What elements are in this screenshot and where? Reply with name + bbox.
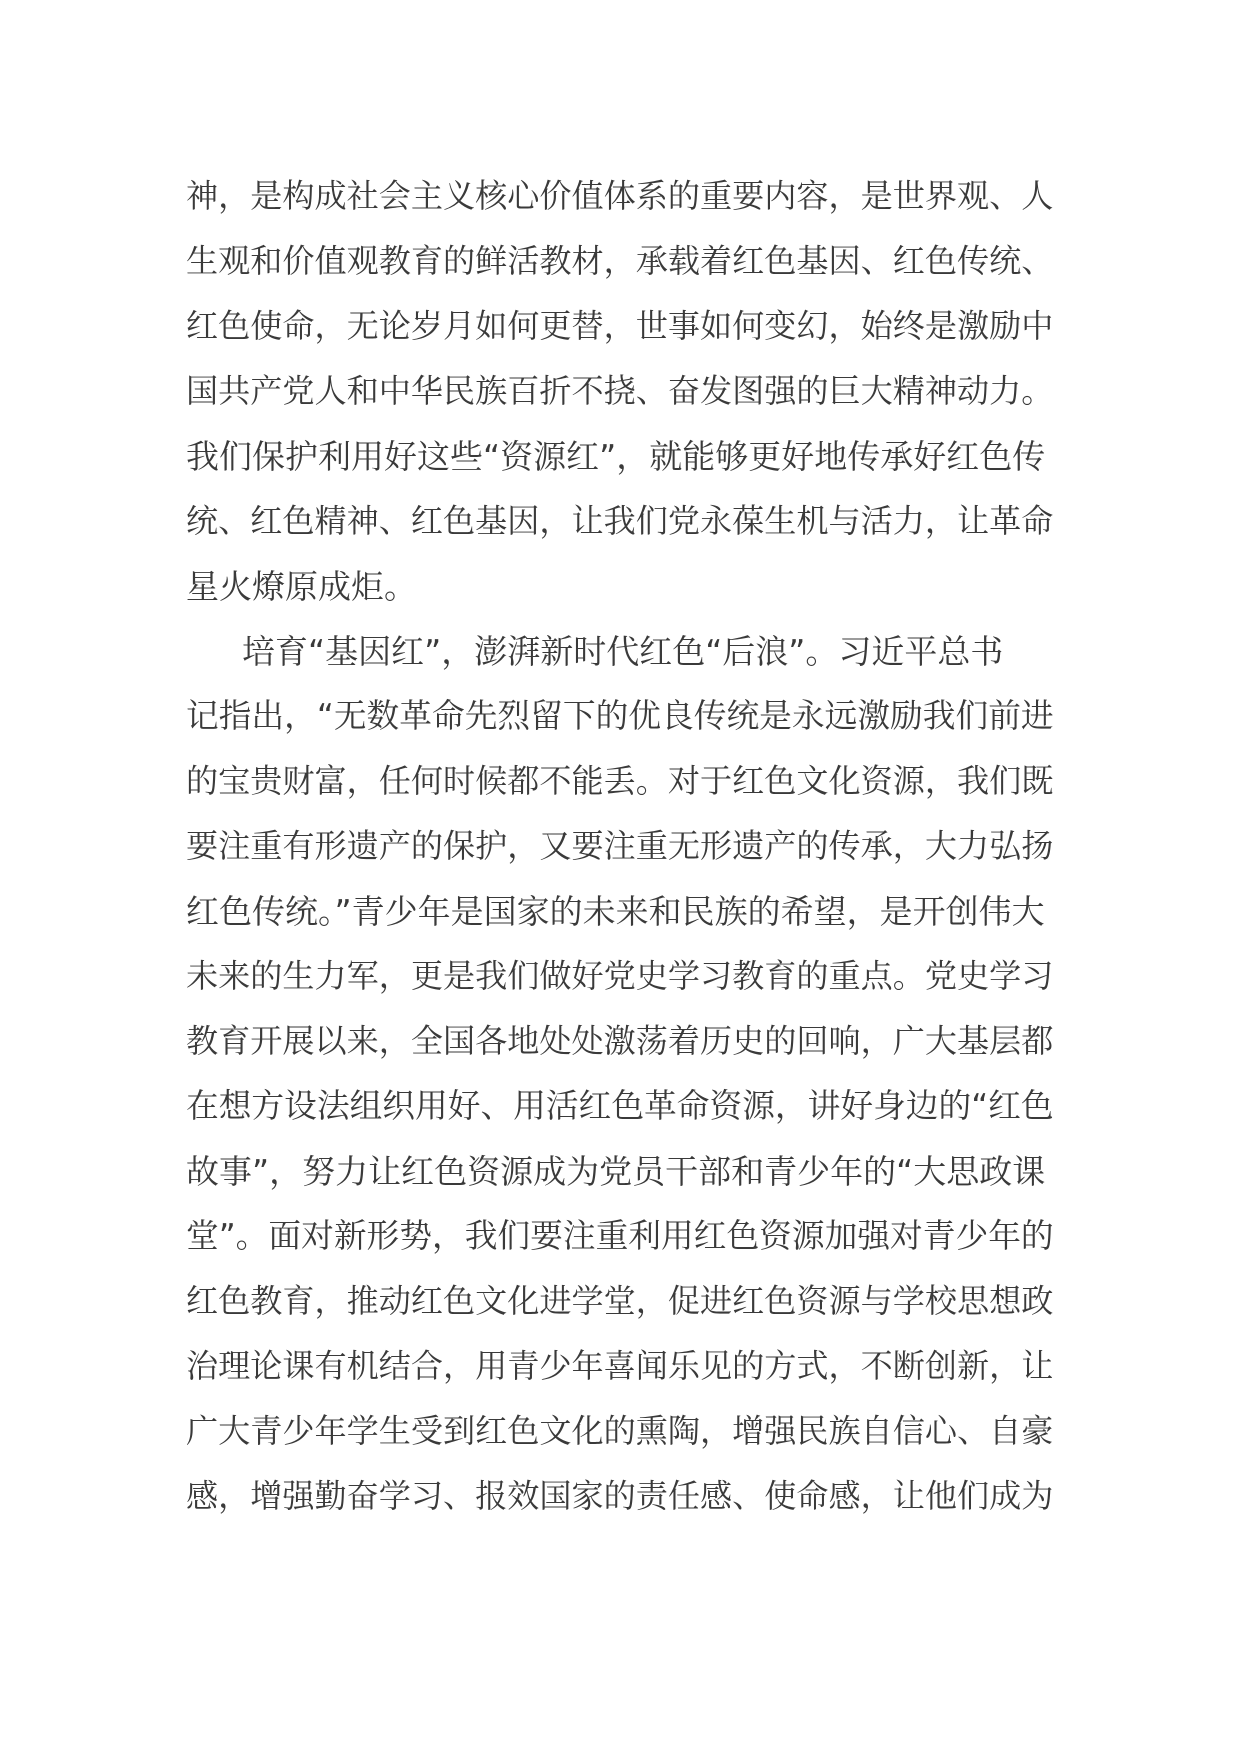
- text-line: 堂”。面对新形势，我们要注重利用红色资源加强对青少年的: [186, 1217, 1054, 1255]
- text-line: 要注重有形遗产的保护，又要注重无形遗产的传承，大力弘扬: [186, 827, 1054, 865]
- text-line: 治理论课有机结合，用青少年喜闻乐见的方式，不断创新，让: [186, 1347, 1054, 1385]
- text-line: 生观和价值观教育的鲜活教材，承载着红色基因、红色传统、: [186, 242, 1054, 280]
- text-line: 我们保护利用好这些“资源红”，就能够更好地传承好红色传: [186, 437, 1046, 476]
- text-line: 感，增强勤奋学习、报效国家的责任感、使命感，让他们成为: [186, 1477, 1054, 1515]
- text-line: 教育开展以来，全国各地处处激荡着历史的回响，广大基层都: [186, 1022, 1054, 1060]
- text-line: 在想方设法组织用好、用活红色革命资源，讲好身边的“红色: [186, 1087, 1054, 1125]
- text-line: 红色教育，推动红色文化进学堂，促进红色资源与学校思想政: [186, 1282, 1054, 1320]
- text-line: 国共产党人和中华民族百折不挠、奋发图强的巨大精神动力。: [186, 372, 1054, 410]
- text-line: 未来的生力军，更是我们做好党史学习教育的重点。党史学习: [186, 957, 1054, 995]
- text-line: 红色使命，无论岁月如何更替，世事如何变幻，始终是激励中: [186, 307, 1054, 345]
- text-line: 的宝贵财富，任何时候都不能丢。对于红色文化资源，我们既: [186, 762, 1054, 800]
- paragraph-first-line: 培育“基因红”，澎湃新时代红色“后浪”。习近平总书: [242, 632, 1004, 671]
- text-line: 统、红色精神、红色基因，让我们党永葆生机与活力，让革命: [186, 502, 1054, 540]
- text-line: 故事”，努力让红色资源成为党员干部和青少年的“大思政课: [186, 1152, 1046, 1191]
- text-line: 红色传统。”青少年是国家的未来和民族的希望，是开创伟大: [186, 892, 1045, 931]
- paragraph-gene-red: [186, 619, 1054, 1529]
- text-line: 广大青少年学生受到红色文化的熏陶，增强民族自信心、自豪: [186, 1412, 1054, 1450]
- text-line: 星火燎原成炬。: [186, 567, 417, 606]
- text-line: 记指出，“无数革命先烈留下的优良传统是永远激励我们前进: [186, 697, 1054, 735]
- paragraph-continuation: [186, 164, 1054, 619]
- text-line: 神，是构成社会主义核心价值体系的重要内容，是世界观、人: [186, 177, 1054, 215]
